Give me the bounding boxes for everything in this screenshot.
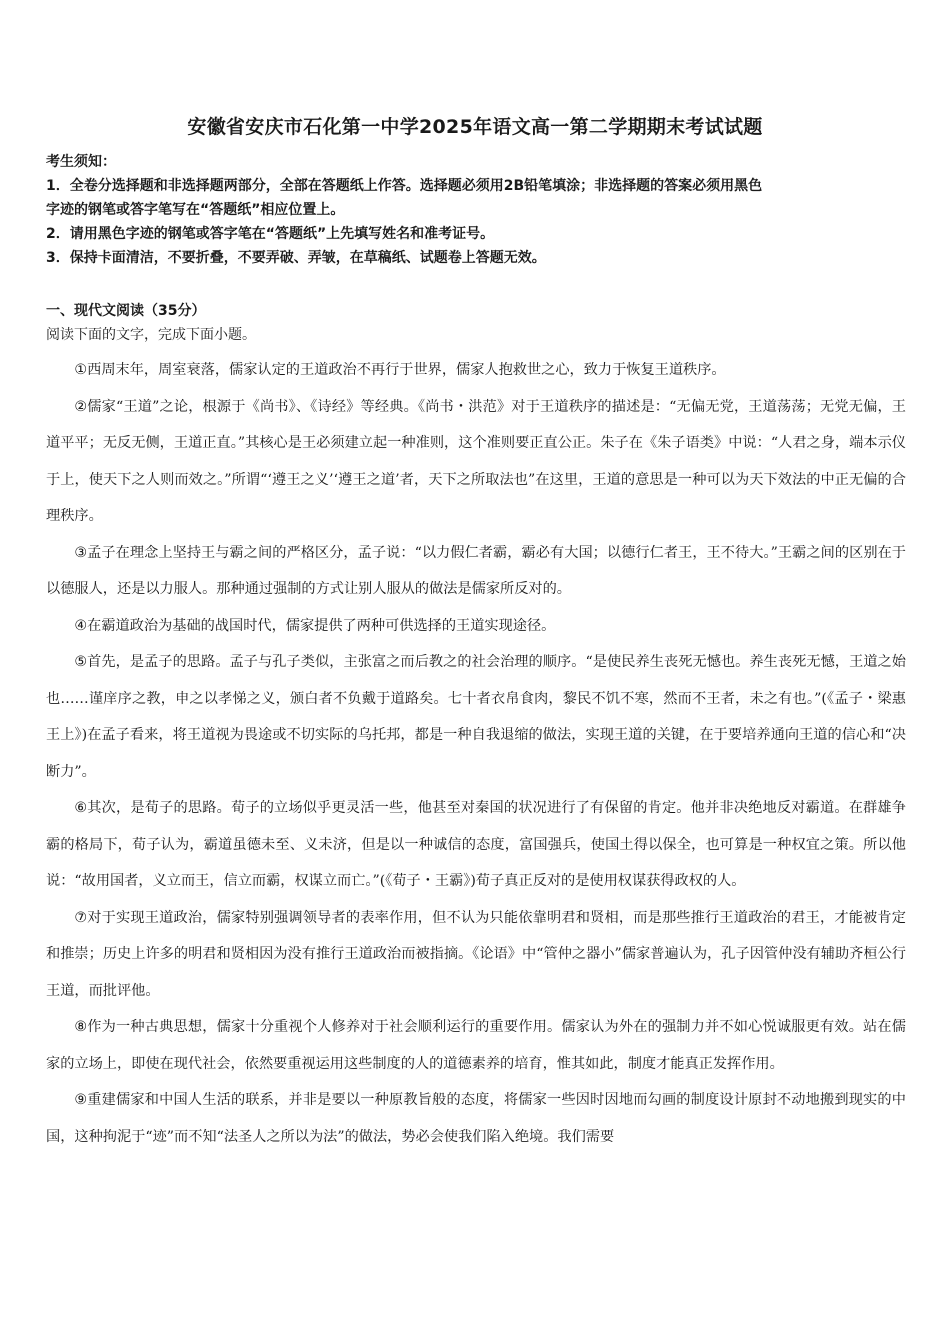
paragraph-number: ① xyxy=(74,362,88,378)
reading-passage xyxy=(46,352,906,1155)
paragraph-text: 儒家“王道”之论，根源于《尚书》、《诗经》等经典。《尚书・洪范》对于王道秩序的描述是：“无偏无党，王道荡荡；无党无偏，王道平平；无反无侧，王道正直。”其核心是王必须建立起一种准则，这个准则要正直公正。朱子在《朱子语类》中说：“人君之身，端本示仪于上，使天下之人则而效之。”所谓“‘遵王之义’‘遵王之道’者，天下之所取法也”在这里，王道的意思是一种可以为天下效法的中正无偏的合理秩序。 xyxy=(46,398,906,524)
paragraph-number: ② xyxy=(74,398,88,415)
paragraph-number: ⑥ xyxy=(74,800,88,816)
passage-paragraph xyxy=(46,535,906,608)
paragraph-text: 作为一种古典思想，儒家十分重视个人修养对于社会顺利运行的重要作用。儒家认为外在的强制力并不如心悦诚服更有效。站在儒家的立场上，即使在现代社会，依然要重视运用这些制度的人的道德素养的培育，惟其如此，制度才能真正发挥作用。 xyxy=(46,1019,906,1072)
paragraph-text: 其次，是荀子的思路。荀子的立场似乎更灵活一些，他甚至对秦国的状况进行了有保留的肯定。他并非决绝地反对霸道。在群雄争霸的格局下，荀子认为，霸道虽德未至、义未济，但是以一种诚信的态度，富国强兵，使国土得以保全，也可算是一种权宜之策。所以他说：“故用国者，义立而王，信立而霸，权谋立而亡。”(《荀子・王霸》)荀子真正反对的是使用权谋获得政权的人。 xyxy=(46,800,906,889)
notice-line: 3．保持卡面清洁，不要折叠，不要弄破、弄皱，在草稿纸、试题卷上答题无效。 xyxy=(46,250,546,266)
paragraph-number: ⑧ xyxy=(74,1019,88,1035)
section-heading: 一、现代文阅读（35分） xyxy=(46,303,206,319)
paragraph-number: ④ xyxy=(74,617,88,634)
notice-block xyxy=(46,150,908,270)
passage-paragraph xyxy=(46,1082,906,1155)
paragraph-text: 重建儒家和中国人生活的联系，并非是要以一种原教旨般的态度，将儒家一些因时因地而勾画的制度设计原封不动地搬到现实的中国，这种拘泥于“迹”而不知“法圣人之所以为法”的做法，势必会使我们陷入绝境。我们需要 xyxy=(46,1092,906,1145)
paragraph-number: ⑦ xyxy=(74,909,88,926)
notice-line: 2．请用黑色字迹的钢笔或答字笔在“答题纸”上先填写姓名和准考证号。 xyxy=(46,226,495,242)
notice-line: 1．全卷分选择题和非选择题两部分，全部在答题纸上作答。选择题必须用2B铅笔填涂；非选择题的答案必须用黑色 xyxy=(46,178,763,194)
passage-paragraph xyxy=(46,644,906,790)
paragraph-number: ③ xyxy=(74,544,88,561)
paragraph-text: 对于实现王道政治，儒家特别强调领导者的表率作用，但不认为只能依靠明君和贤相，而是那些推行王道政治的君王，才能被肯定和推崇；历史上许多的明君和贤相因为没有推行王道政治而被指摘。《论语》中“管仲之器小”儒家普遍认为，孔子因管仲没有辅助齐桓公行王道，而批评他。 xyxy=(46,909,906,999)
passage-paragraph xyxy=(46,352,906,389)
passage-paragraph xyxy=(46,608,906,645)
paragraph-text: 在霸道政治为基础的战国时代，儒家提供了两种可供选择的王道实现途径。 xyxy=(87,617,556,634)
passage-paragraph xyxy=(46,900,906,1010)
section-intro: 阅读下面的文字，完成下面小题。 xyxy=(46,327,256,343)
paragraph-text: 西周末年，周室衰落，儒家认定的王道政治不再行于世界，儒家人抱救世之心，致力于恢复王道秩序。 xyxy=(87,362,726,378)
paragraph-number: ⑨ xyxy=(74,1092,88,1108)
passage-paragraph xyxy=(46,389,906,535)
passage-paragraph xyxy=(46,790,906,900)
paragraph-text: 孟子在理念上坚持王与霸之间的严格区分，孟子说：“以力假仁者霸，霸必有大国；以德行仁者王，王不待大。”王霸之间的区别在于以德服人，还是以力服人。那种通过强制的方式让别人服从的做法是儒家所反对的。 xyxy=(46,544,906,597)
passage-paragraph xyxy=(46,1009,906,1082)
notice-heading: 考生须知： xyxy=(46,154,116,170)
paragraph-number: ⑤ xyxy=(74,654,88,670)
exam-title: 安徽省安庆市石化第一中学2025年语文高一第二学期期末考试试题 xyxy=(187,116,763,138)
paragraph-text: 首先，是孟子的思路。孟子与孔子类似，主张富之而后教之的社会治理的顺序。“是使民养生丧死无憾也。养生丧死无憾，王道之始也……谨庠序之教，申之以孝悌之义，颁白者不负戴于道路矣。七十者衣帛食肉，黎民不饥不寒，然而不王者，未之有也。”(《孟子・梁惠王上》)在孟子看来，将王道视为畏途或不切实际的乌托邦，都是一种自我退缩的做法，实现王道的关键，在于要培养通向王道的信心和“决断力”。 xyxy=(46,654,906,780)
notice-line: 字迹的钢笔或答字笔写在“答题纸”相应位置上。 xyxy=(46,202,345,218)
